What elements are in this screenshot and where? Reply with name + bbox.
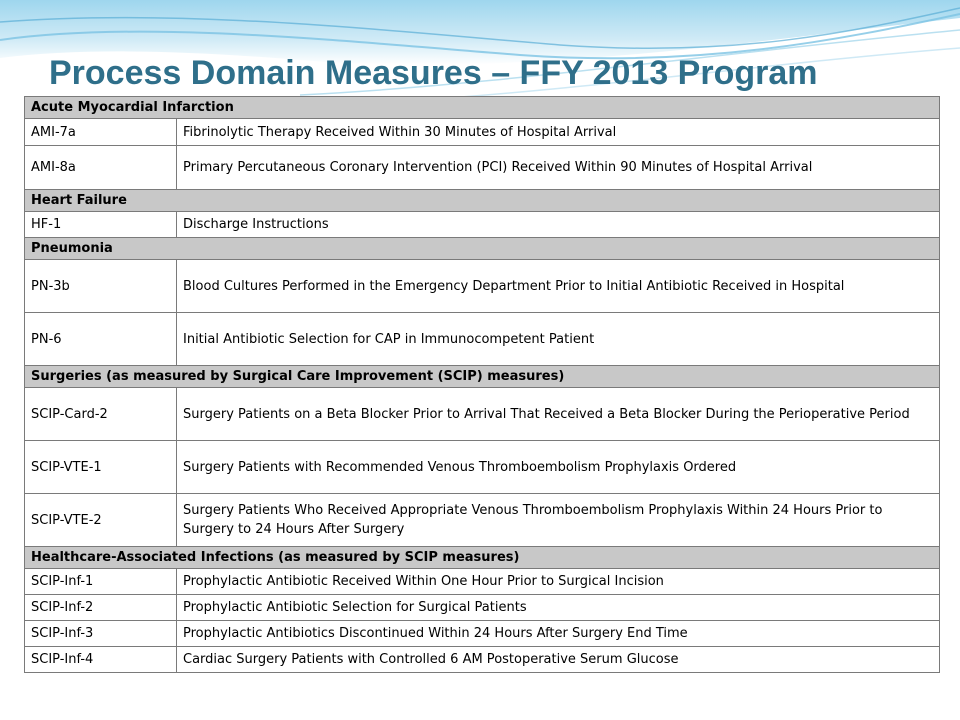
table-row <box>25 146 940 190</box>
section-header-row <box>25 238 940 260</box>
measure-code: SCIP-Inf-1 <box>25 569 177 595</box>
measure-description: Blood Cultures Performed in the Emergency Department Prior to Initial Antibiotic Received in Hospital <box>177 260 940 313</box>
measure-code: SCIP-VTE-1 <box>25 441 177 494</box>
measure-description: Discharge Instructions <box>177 212 940 238</box>
measure-description: Initial Antibiotic Selection for CAP in Immunocompetent Patient <box>177 313 940 366</box>
measures-table-container <box>24 96 939 673</box>
measure-description: Surgery Patients on a Beta Blocker Prior to Arrival That Received a Beta Blocker During the Perioperative Period <box>177 388 940 441</box>
table-row <box>25 388 940 441</box>
measure-code: SCIP-Inf-2 <box>25 595 177 621</box>
table-row <box>25 260 940 313</box>
measure-description: Surgery Patients with Recommended Venous Thromboembolism Prophylaxis Ordered <box>177 441 940 494</box>
section-heading: Healthcare-Associated Infections (as measured by SCIP measures) <box>25 547 940 569</box>
measure-code: SCIP-Card-2 <box>25 388 177 441</box>
section-heading: Pneumonia <box>25 238 940 260</box>
measure-description: Surgery Patients Who Received Appropriate Venous Thromboembolism Prophylaxis Within 24 Hours Prior to Surgery to 24 Hours After Surgery <box>177 494 940 547</box>
table-row <box>25 441 940 494</box>
measure-code: PN-3b <box>25 260 177 313</box>
measure-code: SCIP-Inf-4 <box>25 647 177 673</box>
measure-description: Fibrinolytic Therapy Received Within 30 Minutes of Hospital Arrival <box>177 119 940 146</box>
section-heading: Surgeries (as measured by Surgical Care Improvement (SCIP) measures) <box>25 366 940 388</box>
measures-table <box>24 96 940 673</box>
measure-description: Prophylactic Antibiotics Discontinued Within 24 Hours After Surgery End Time <box>177 621 940 647</box>
measure-description: Cardiac Surgery Patients with Controlled 6 AM Postoperative Serum Glucose <box>177 647 940 673</box>
measure-code: AMI-8a <box>25 146 177 190</box>
measure-code: HF-1 <box>25 212 177 238</box>
measure-description: Prophylactic Antibiotic Selection for Surgical Patients <box>177 595 940 621</box>
table-row <box>25 647 940 673</box>
table-row <box>25 595 940 621</box>
measure-code: SCIP-VTE-2 <box>25 494 177 547</box>
measure-description: Primary Percutaneous Coronary Intervention (PCI) Received Within 90 Minutes of Hospital Arrival <box>177 146 940 190</box>
section-heading: Acute Myocardial Infarction <box>25 97 940 119</box>
measure-code: PN-6 <box>25 313 177 366</box>
table-row <box>25 313 940 366</box>
page-title: Process Domain Measures – FFY 2013 Program <box>49 54 818 92</box>
section-header-row <box>25 97 940 119</box>
table-row <box>25 621 940 647</box>
measure-description: Prophylactic Antibiotic Received Within One Hour Prior to Surgical Incision <box>177 569 940 595</box>
table-row <box>25 212 940 238</box>
table-row <box>25 119 940 146</box>
table-row <box>25 569 940 595</box>
section-header-row <box>25 547 940 569</box>
table-row <box>25 494 940 547</box>
section-heading: Heart Failure <box>25 190 940 212</box>
section-header-row <box>25 366 940 388</box>
measure-code: AMI-7a <box>25 119 177 146</box>
measure-code: SCIP-Inf-3 <box>25 621 177 647</box>
section-header-row <box>25 190 940 212</box>
